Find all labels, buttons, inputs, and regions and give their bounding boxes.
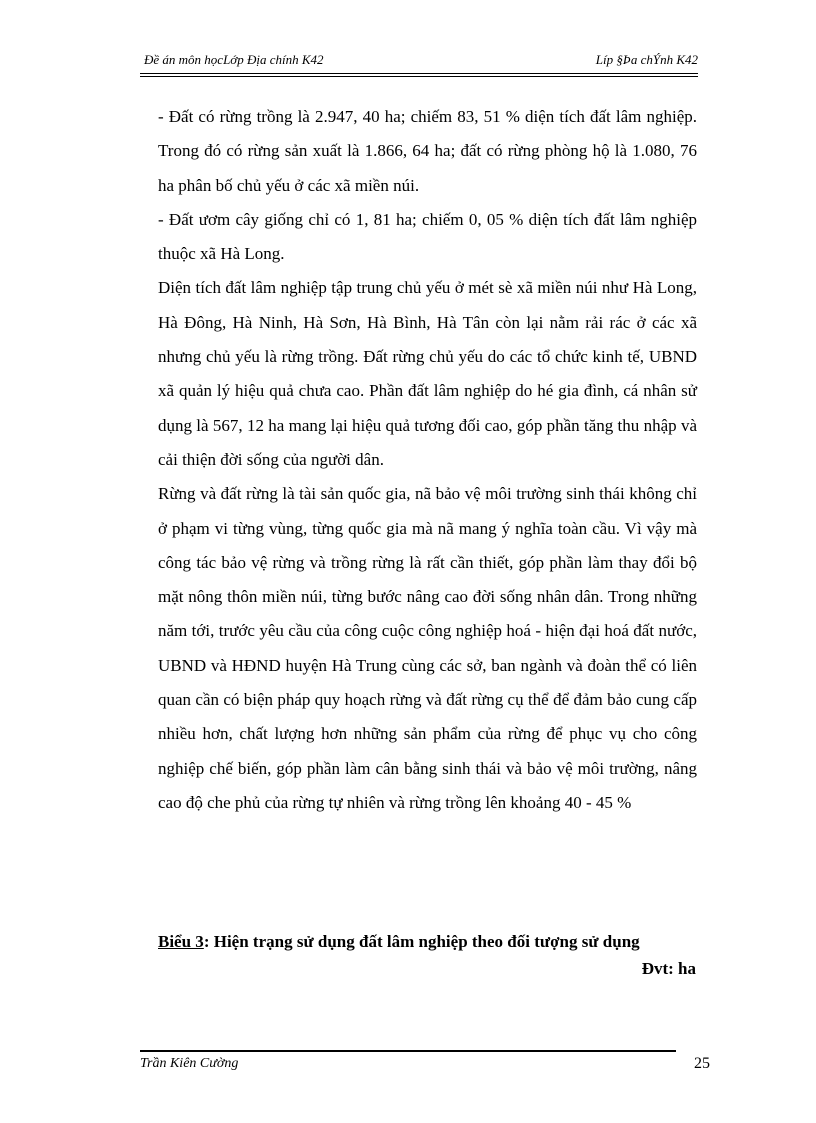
body-text — [158, 100, 697, 820]
caption-text: : Hiện trạng sử dụng đất lâm nghiệp theo đối tượng sử dụng — [203, 932, 640, 951]
page-number: 25 — [694, 1055, 710, 1072]
table-caption — [158, 925, 697, 959]
caption-label: Biểu 3 — [158, 932, 204, 951]
paragraph-nursery-land: - Đất ươm cây giống chỉ có 1, 81 ha; chiếm 0, 05 % diện tích đất lâm nghiệp thuộc xã Hà Long. — [158, 209, 697, 264]
unit-label: Đvt: ha — [641, 959, 696, 978]
paragraph-planted-forest: - Đất có rừng trồng là 2.947, 40 ha; chiếm 83, 51 % diện tích đất lâm nghiệp. Trong đó có rừng sản xuất là 1.866, 64 ha; đất có rừng phòng hộ là 1.080, 76 ha phân bố chủ yếu ở các xã miền núi. — [158, 107, 697, 195]
paragraph-forest-value: Rừng và đất rừng là tài sản quốc gia, nã bảo vệ môi trường sinh thái không chỉ ở phạm vi từng vùng, từng quốc gia mà nã mang ý nghĩa toàn cầu. Vì vậy mà công tác bảo vệ rừng và trồng rừng là rất cần thiết, góp phần làm thay đổi bộ mặt nông thôn miền núi, từng bước nâng cao đời sống nhân dân. Trong những năm tới, trước yêu cầu của công cuộc công nghiệp hoá - hiện đại hoá đất nước, UBND và HĐND huyện Hà Trung cùng các sở, ban ngành và đoàn thể có liên quan cần có biện pháp quy hoạch rừng và đất rừng cụ thể để đảm bảo cung cấp nhiều hơn, chất lượng hơn những sản phẩm của rừng để phục vụ cho công nghiệp chế biến, góp phần làm cân bằng sinh thái và bảo vệ môi trường, nâng cao độ che phủ của rừng tự nhiên và rừng trồng lên khoảng 40 - 45 % — [158, 484, 697, 812]
footer-rule — [140, 1050, 676, 1052]
header-class-name: Líp §Þa chÝnh K42 — [595, 52, 698, 67]
header-rule — [140, 73, 698, 74]
paragraph-forest-area: Diện tích đất lâm nghiệp tập trung chủ yếu ở mét sè xã miền núi như Hà Long, Hà Đông, Hà Ninh, Hà Sơn, Hà Bình, Hà Tân còn lại nằm rải rác ở các xã nhưng chủ yếu là rừng trồng. Đất rừng chủ yếu do các tổ chức kinh tế, UBND xã quản lý hiệu quả chưa cao. Phần đất lâm nghiệp do hé gia đình, cá nhân sử dụng là 567, 12 ha mang lại hiệu quả tương đối cao, góp phần tăng thu nhập và cải thiện đời sống của người dân. — [158, 278, 697, 469]
page-header — [140, 52, 698, 72]
header-rule-secondary — [140, 76, 698, 77]
footer-author: Trần Kiên Cường — [140, 1056, 239, 1071]
header-course-title: Đề án môn họcLớp Địa chính K42 — [144, 52, 324, 67]
